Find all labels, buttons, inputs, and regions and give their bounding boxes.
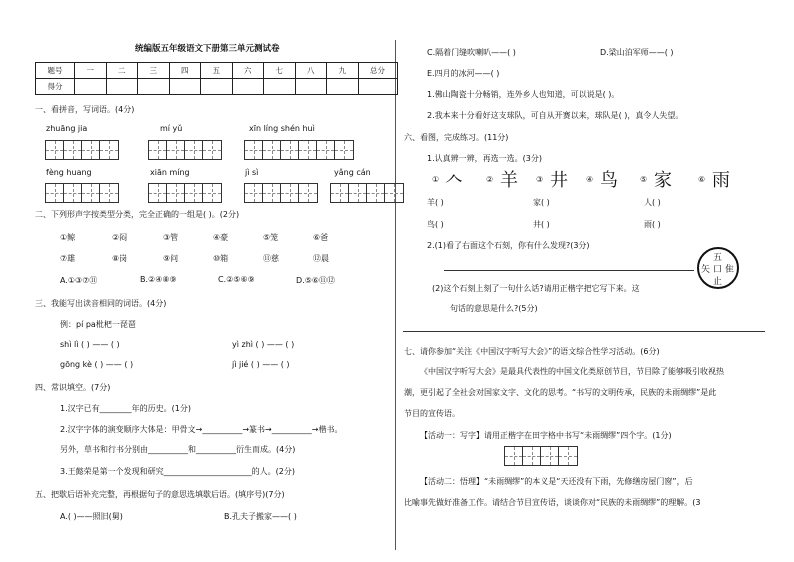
pinyin: mí yǔ (160, 124, 183, 133)
q6-sub2c: 句话的意思是什么?(5分) (450, 304, 538, 313)
score-input[interactable] (295, 79, 327, 95)
q7-heading: 七、请你参加“关注《中国汉字听写大会》”的语文综合性学习活动。(6分) (404, 347, 660, 356)
q4-item: 1.汉字已有________年的历史。(1分) (60, 404, 191, 413)
marker: ② (486, 175, 494, 184)
pinyin: xīn líng shén huì (249, 124, 315, 133)
select-item[interactable]: 家( ) (533, 198, 550, 207)
page-divider (395, 40, 396, 550)
ancient-char-yang: 羊 (500, 170, 518, 191)
score-cell: 五 (201, 63, 233, 79)
writing-grid[interactable] (330, 183, 404, 203)
marker: ⑥ (698, 175, 706, 184)
q4-heading: 四、常识填空。(7分) (35, 383, 111, 392)
pinyin: xiān míng (150, 168, 190, 177)
score-table (35, 62, 398, 95)
score-cell: 一 (75, 63, 107, 79)
q5-option-e: E.四月的冰河——( ) (427, 69, 500, 78)
pinyin: yǎng cán (334, 168, 371, 177)
page-title: 统编版五年级语文下册第三单元测试卷 (135, 44, 280, 54)
q3-example: 例：pí pa枇杷一琵琶 (60, 320, 136, 329)
q3-item: gōng kè ( ) —— ( ) (60, 360, 134, 369)
score-cell: 二 (106, 63, 138, 79)
q5-option-a: A.( )——照旧(舅) (60, 512, 123, 521)
q3-heading: 三、我能写出读音相同的词语。(4分) (35, 299, 167, 308)
score-input[interactable] (201, 79, 233, 95)
select-item[interactable]: 羊( ) (427, 198, 444, 207)
score-input[interactable] (232, 79, 264, 95)
q5-option-b: B.孔夫子搬家——( ) (224, 512, 297, 521)
pinyin: jì sì (245, 168, 259, 177)
ancient-char-ren: 𠆢 (445, 170, 463, 191)
q2-option[interactable]: B.②④⑧⑨ (140, 275, 177, 284)
score-cell: 得分 (36, 79, 75, 95)
ancient-char-yu: 雨 (712, 170, 730, 191)
marker: ① (432, 175, 440, 184)
score-input[interactable] (327, 79, 359, 95)
q2-char: ⑫晨 (313, 254, 329, 263)
score-cell: 三 (138, 63, 170, 79)
q2-char: ⑪慈 (263, 254, 279, 263)
writing-grid[interactable] (45, 183, 119, 203)
score-cell: 六 (232, 63, 264, 79)
writing-grid[interactable] (148, 183, 222, 203)
q5-heading: 五、把歇后语补充完整，再根据句子的意思选填歇后语。(填序号)(7分) (35, 490, 285, 499)
pinyin: fèng huang (46, 168, 92, 177)
score-input[interactable] (264, 79, 296, 95)
score-cell: 九 (327, 63, 359, 79)
q7-para: 节目的宣传语。 (404, 409, 460, 418)
q6-sub1: 1.认真辨一辨，再选一选。(3分) (427, 154, 542, 163)
q7-activity2: 【活动二：悟理】“未雨绸缪”的本义是“天还没有下雨，先修缮房屋门窗”，后 (420, 477, 693, 486)
score-cell: 七 (264, 63, 296, 79)
q2-char: ⑤笼 (263, 233, 279, 242)
score-cell: 总分 (358, 63, 397, 79)
stamp-char: 五 (713, 253, 723, 263)
q7-activity2b: 比喻事先做好准备工作。请结合节目宣传语，谈谈你对“民族的未雨绸缪”的理解。(3 (404, 498, 701, 507)
writing-grid[interactable] (244, 140, 354, 160)
select-item[interactable]: 井( ) (533, 220, 550, 229)
q2-option[interactable]: A.①③⑦⑪ (60, 276, 98, 285)
q4-item: 2.汉字字体的演变顺序大体是：甲骨文→__________→篆书→__________→楷书。 (60, 425, 343, 434)
q2-option[interactable]: D.⑤⑥⑪⑫ (296, 276, 336, 285)
stamp-char: 隹 (725, 265, 735, 275)
q2-char: ①鲸 (60, 233, 76, 242)
q3-item: jì jié ( ) —— ( ) (232, 360, 290, 369)
score-input[interactable] (169, 79, 201, 95)
q7-activity1: 【活动一：写字】请用正楷字在田字格中书写“未雨绸缪”四个字。(1分) (420, 431, 672, 440)
q2-char: ③管 (163, 233, 179, 242)
marker: ⑤ (640, 175, 648, 184)
q4-item: 另外，草书和行书分别由__________和__________衍生而成。(4分) (60, 445, 296, 454)
q2-heading: 二、下列形声字按类型分类，完全正确的一组是( )。(2分) (35, 210, 240, 219)
q5-sentence: 1.佛山陶瓷十分畅销，连外乡人也知道，可以说是( )。 (427, 90, 620, 99)
writing-grid[interactable] (148, 140, 222, 160)
q5-sentence: 2.我本来十分看好这支球队，可自从开赛以来，球队是( )，真令人失望。 (427, 111, 684, 120)
q4-item: 3.王懿荣是第一个发现和研究______________________的人。(2分) (60, 467, 295, 476)
stamp-char: 口 (713, 265, 723, 275)
q2-char: ⑥爸 (313, 233, 329, 242)
q6-heading: 六、看图，完成练习。(11分) (404, 133, 509, 142)
score-input[interactable] (358, 79, 397, 95)
score-cell: 题号 (36, 63, 75, 79)
q1-heading: 一、看拼音，写词语。(4分) (35, 105, 135, 114)
q2-char: ⑩箱 (213, 254, 229, 263)
marker: ④ (586, 175, 594, 184)
score-input[interactable] (75, 79, 107, 95)
pinyin: zhuāng jia (46, 124, 88, 133)
score-value-row (36, 79, 398, 95)
writing-grid[interactable] (504, 446, 578, 466)
q2-char: ②闷 (112, 233, 128, 242)
score-cell: 八 (295, 63, 327, 79)
answer-line[interactable] (444, 270, 694, 271)
score-cell: 四 (169, 63, 201, 79)
q5-option-c: C.隔着门缝吹喇叭——( ) (427, 48, 516, 57)
q2-char: ⑨问 (163, 254, 179, 263)
q7-para: 《中国汉字听写大会》是最具代表性的中国文化类原创节目，节目除了能够吸引收视热 (420, 367, 724, 376)
select-item[interactable]: 鸟( ) (427, 220, 444, 229)
ancient-char-jia: 家 (654, 170, 672, 191)
answer-line[interactable] (403, 331, 765, 332)
ancient-char-niao: 鸟 (600, 170, 618, 191)
q3-item: shì lì ( ) —— ( ) (60, 340, 120, 349)
score-input[interactable] (138, 79, 170, 95)
q2-option[interactable]: C.②⑤⑥⑨ (218, 275, 255, 284)
q2-char: ④豪 (213, 233, 229, 242)
score-header-row (36, 63, 398, 79)
stamp-char: 止 (713, 277, 723, 287)
q7-para: 潮，更引起了全社会对国家文字、文化的思考。“书写的文明传承，民族的未雨绸缪”是此 (404, 388, 717, 397)
writing-grid[interactable] (244, 183, 318, 203)
q6-sub2b: (2)这个石刻上刻了一句什么话?请用正楷字把它写下来。这 (432, 284, 640, 293)
q3-item: yì zhì ( ) —— ( ) (232, 340, 295, 349)
ancient-char-jing: 井 (550, 170, 568, 191)
q2-char: ⑧岗 (112, 254, 128, 263)
q2-char: ⑦雄 (60, 254, 76, 263)
marker: ③ (536, 175, 544, 184)
stamp-char: 矢 (701, 265, 711, 275)
q5-option-d: D.梁山泊军师——( ) (600, 48, 674, 57)
select-item[interactable]: 人( ) (644, 198, 661, 207)
writing-grid[interactable] (45, 140, 119, 160)
select-item[interactable]: 雨( ) (644, 220, 661, 229)
stone-carving-stamp (697, 247, 739, 289)
score-input[interactable] (106, 79, 138, 95)
q6-sub2: 2.(1)看了右面这个石刻，你有什么发现?(3分) (427, 241, 590, 250)
